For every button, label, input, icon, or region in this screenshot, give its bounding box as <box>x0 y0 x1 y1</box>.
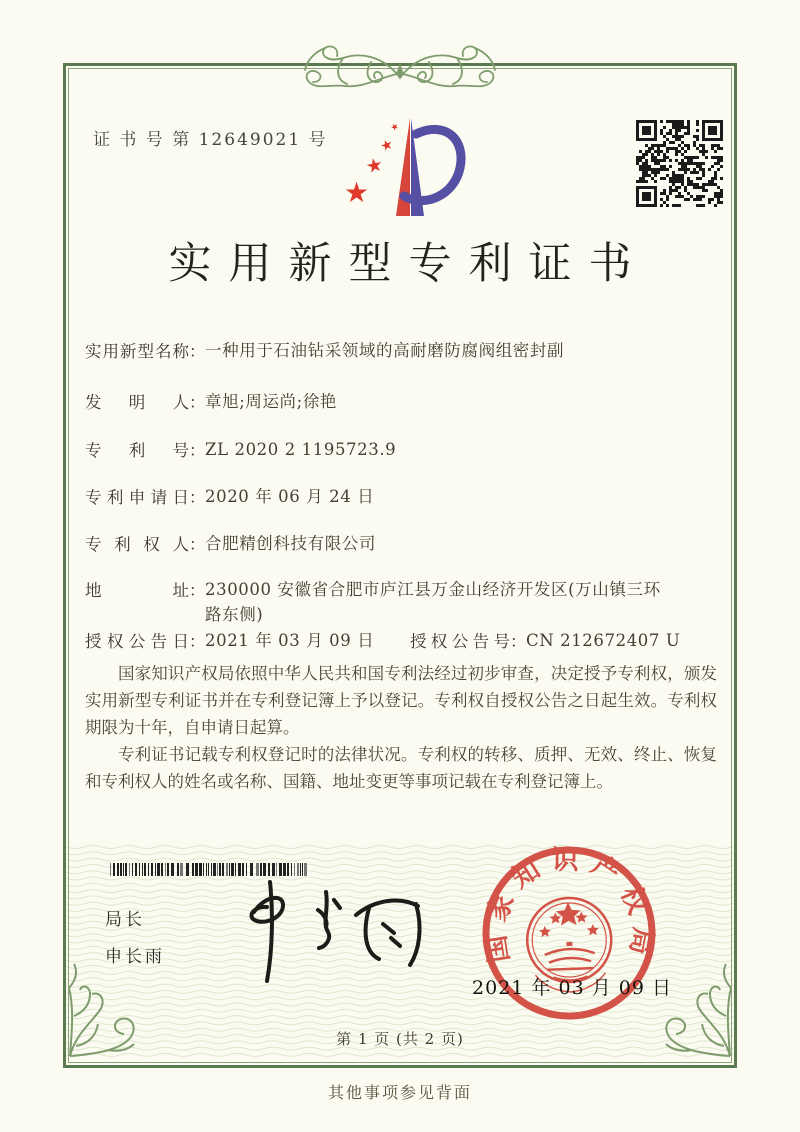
certificate-number: 证 书 号 第 12649021 号 <box>93 130 328 150</box>
logo-star-icon: ★ <box>378 136 396 156</box>
field-grant-row: 授权公告日：2021 年 03 月 09 日 授权公告号：CN 212672407 U <box>85 628 725 653</box>
logo-star-icon: ★ <box>363 153 386 179</box>
logo-star-icon: ★ <box>389 121 402 135</box>
field-patent-number: 专利号：ZL 2020 2 1195723.9 <box>85 440 397 460</box>
officer-name: 申长雨 <box>105 947 165 967</box>
field-filing-date: 专利申请日：2020 年 06 月 24 日 <box>85 487 375 507</box>
officer-block <box>105 905 165 979</box>
field-utility-model-name: 实用新型名称：一种用于石油钻采领域的高耐磨防腐阀组密封副 <box>85 341 565 361</box>
officer-title: 局长 <box>105 910 145 930</box>
field-inventor: 发明人：章旭;周运尚;徐艳 <box>85 392 338 412</box>
signature-icon <box>222 876 432 988</box>
back-side-note: 其他事项参见背面 <box>327 1083 472 1102</box>
field-patentee: 专利权人：合肥精创科技有限公司 <box>85 534 376 554</box>
logo-star-icon: ★ <box>344 176 370 209</box>
legal-text <box>85 660 717 795</box>
field-list <box>85 338 725 653</box>
qr-code-icon <box>636 120 723 211</box>
seal-ring-text: 国家知识产权局 <box>479 844 659 968</box>
page-number: 第 1 页 (共 2 页) <box>336 1030 464 1048</box>
field-address: 地址：230000 安徽省合肥市庐江县万金山经济开发区(万山镇三环路东侧) <box>85 580 661 624</box>
field-grant-number: 授权公告号：CN 212672407 U <box>410 631 681 651</box>
cnipa-logo-icon <box>336 110 472 228</box>
certificate-title: 实用新型专利证书 <box>168 239 649 289</box>
legal-paragraph-2: 专利证书记载专利权登记时的法律状况。专利权的转移、质押、无效、终止、恢复和专利权人的姓名或名称、国籍、地址变更等事项记载在专利登记簿上。 <box>85 745 717 791</box>
official-seal-icon <box>471 835 668 1032</box>
legal-paragraph-1: 国家知识产权局依照中华人民共和国专利法经过初步审查，决定授予专利权，颁发实用新型专利证书并在专利登记簿上予以登记。专利权自授权公告之日起生效。专利权期限为十年，自申请日起算。 <box>85 664 717 737</box>
seal-date: 2021 年 03 月 09 日 <box>472 977 672 999</box>
